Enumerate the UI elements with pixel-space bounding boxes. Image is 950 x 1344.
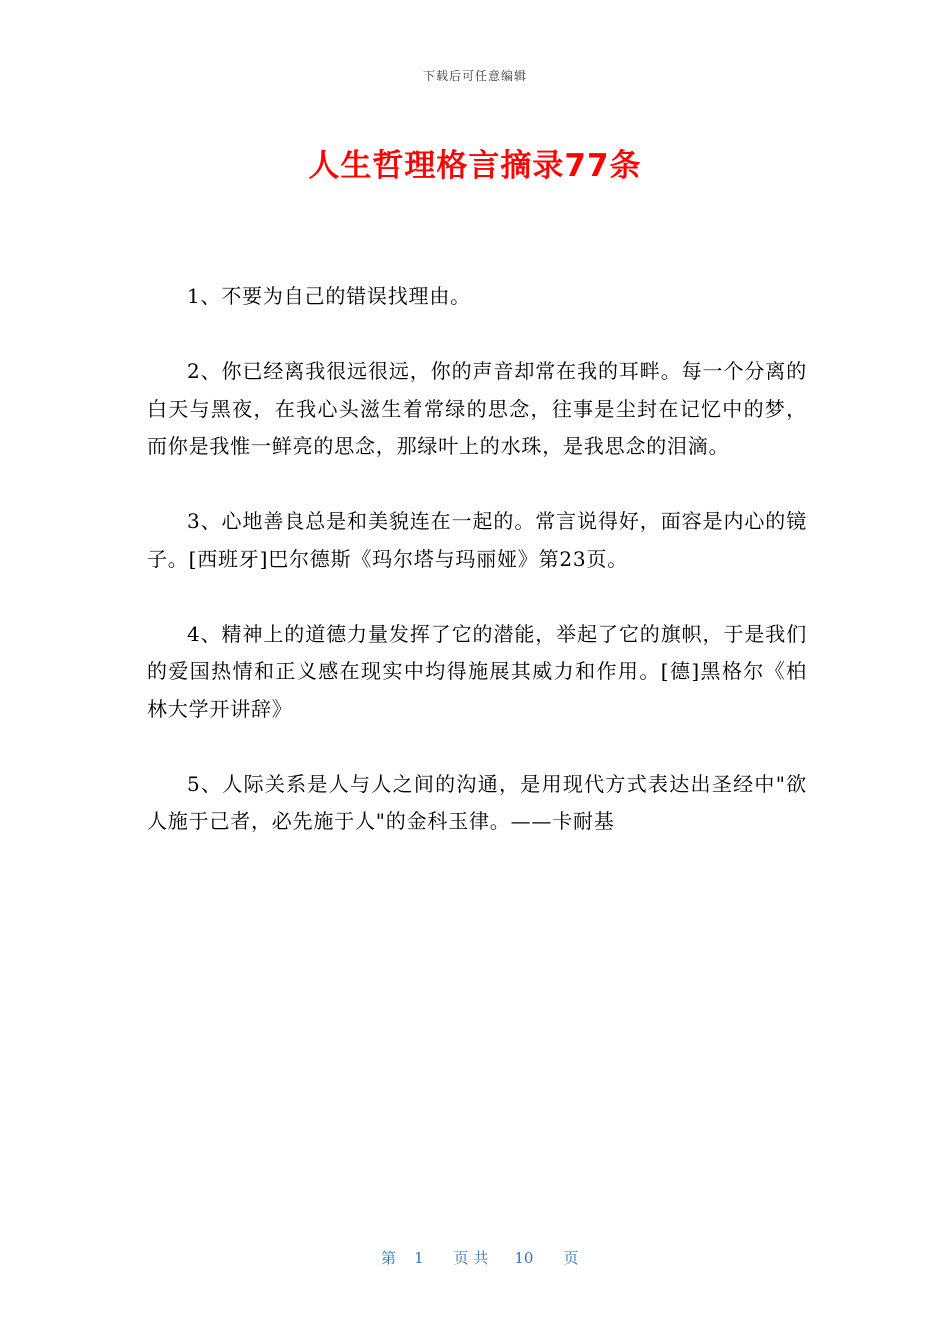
paragraph-5: 5、人际关系是人与人之间的沟通，是用现代方式表达出圣经中"欲人施于己者，必先施于人"的金科玉律。——卡耐基 <box>147 771 807 833</box>
paragraph-2: 2、你已经离我很远很远，你的声音却常在我的耳畔。每一个分离的白天与黑夜，在我心头滋生着常绿的思念，往事是尘封在记忆中的梦，而你是我惟一鲜亮的思念，那绿叶上的水珠，是我思念的泪滴。 <box>147 359 807 458</box>
page-middle: 页 共 <box>453 1249 489 1267</box>
page-current: 1 <box>414 1249 424 1267</box>
paragraph-3: 3、心地善良总是和美貌连在一起的。常言说得好，面容是内心的镜子。[西班牙]巴尔德斯《玛尔塔与玛丽娅》第23页。 <box>147 509 807 571</box>
page-total: 10 <box>514 1249 534 1267</box>
document-title: 人生哲理格言摘录77条 <box>308 148 642 184</box>
page-suffix: 页 <box>563 1249 579 1267</box>
paragraph-4: 4、精神上的道德力量发挥了它的潜能，举起了它的旗帜，于是我们的爱国热情和正义感在现实中均得施展其威力和作用。[德]黑格尔《柏林大学开讲辞》 <box>147 621 807 721</box>
document-body <box>147 278 807 878</box>
page-prefix: 第 <box>381 1249 397 1267</box>
page-footer <box>0 1229 950 1268</box>
header-note: 下载后可任意编辑 <box>422 69 527 83</box>
paragraph-1: 1、不要为自己的错误找理由。 <box>187 284 471 308</box>
